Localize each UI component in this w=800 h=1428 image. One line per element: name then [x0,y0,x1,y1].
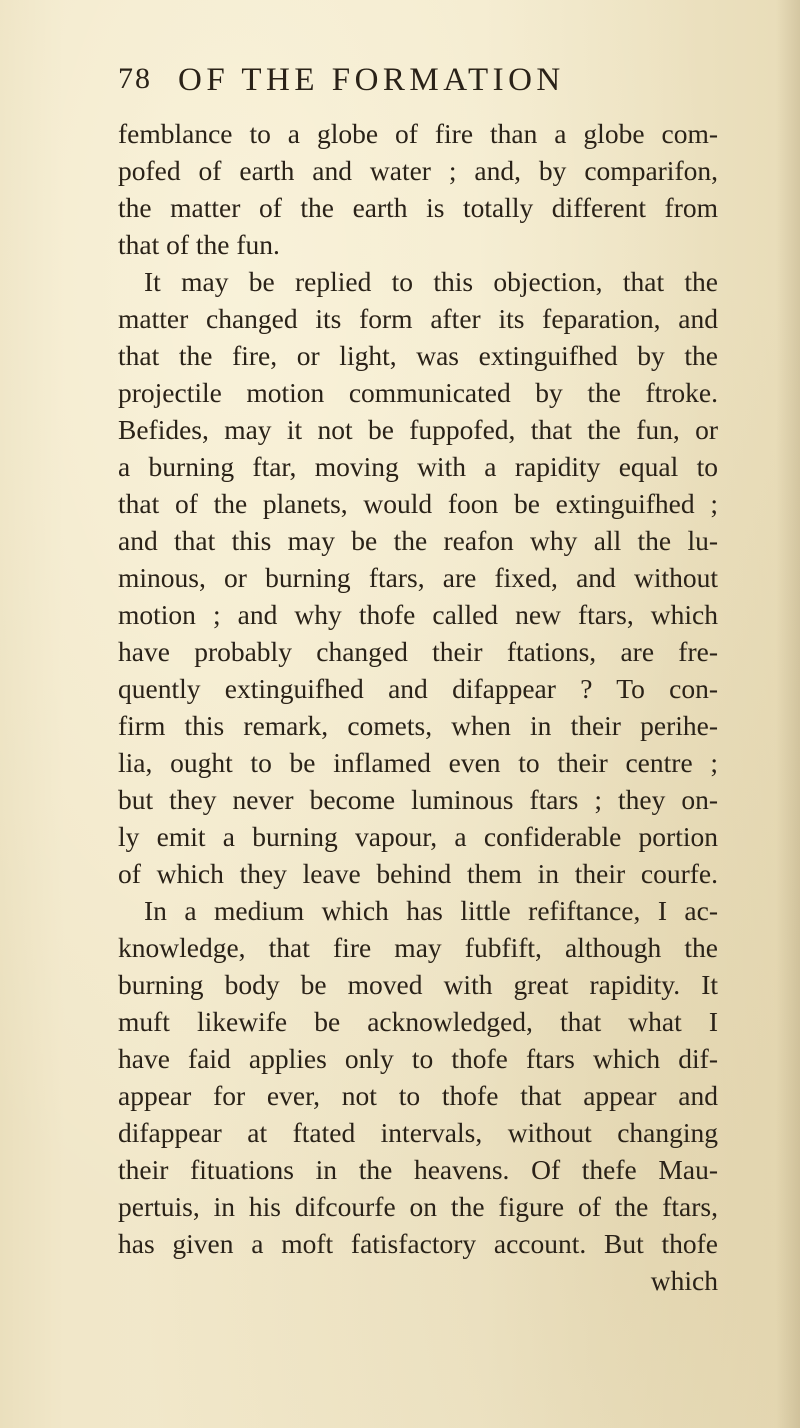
text-line: pofed of earth and water ; and, by comparifon, [118,155,718,186]
text-line: burning body be moved with great rapidity. It [118,969,718,1000]
text-line: but they never become luminous ftars ; they on- [118,784,718,815]
text-line: motion ; and why thofe called new ftars, which [118,599,718,630]
text-line: Befides, may it not be fuppofed, that the fun, or [118,414,718,445]
text-line: It may be replied to this objection, that the [144,266,718,297]
body-text [118,115,718,1299]
text-line: of which they leave behind them in their courfe. [118,858,718,889]
text-line: the matter of the earth is totally different from [118,192,718,223]
text-line: a burning ftar, moving with a rapidity equal to [118,451,718,482]
text-line: ly emit a burning vapour, a confiderable portion [118,821,718,852]
text-line: In a medium which has little refiftance, I ac- [144,895,718,926]
running-header [118,62,718,106]
text-line: have probably changed their ftations, are fre- [118,636,718,667]
text-line: difappear at ftated intervals, without changing [118,1117,718,1148]
text-line: femblance to a globe of fire than a globe com- [118,118,718,149]
text-line: appear for ever, not to thofe that appear and [118,1080,718,1111]
text-line: firm this remark, comets, when in their perihe- [118,710,718,741]
running-title: OF THE FORMATION [178,62,565,98]
text-line: pertuis, in his difcourfe on the figure of the ftars, [118,1191,718,1222]
text-line: muft likewife be acknowledged, that what I [118,1006,718,1037]
text-line: knowledge, that fire may fubfift, although the [118,932,718,963]
text-line: that of the fun. [118,229,280,260]
text-line: matter changed its form after its feparation, and [118,303,718,334]
text-line: projectile motion communicated by the ftroke. [118,377,718,408]
text-line: have faid applies only to thofe ftars which dif- [118,1043,718,1074]
text-line: and that this may be the reafon why all the lu- [118,525,718,556]
catchword: which [650,1265,718,1296]
text-line: lia, ought to be inflamed even to their centre ; [118,747,718,778]
text-line: minous, or burning ftars, are fixed, and without [118,562,718,593]
text-line: that the fire, or light, was extinguifhed by the [118,340,718,371]
text-line: quently extinguifhed and difappear ? To con- [118,673,718,704]
text-line: has given a moft fatisfactory account. But thofe [118,1228,718,1259]
page-edge-shadow [776,0,800,1428]
text-line: their fituations in the heavens. Of thefe Mau- [118,1154,718,1185]
page-number: 78 [118,62,152,95]
text-line: that of the planets, would foon be extinguifhed ; [118,488,718,519]
